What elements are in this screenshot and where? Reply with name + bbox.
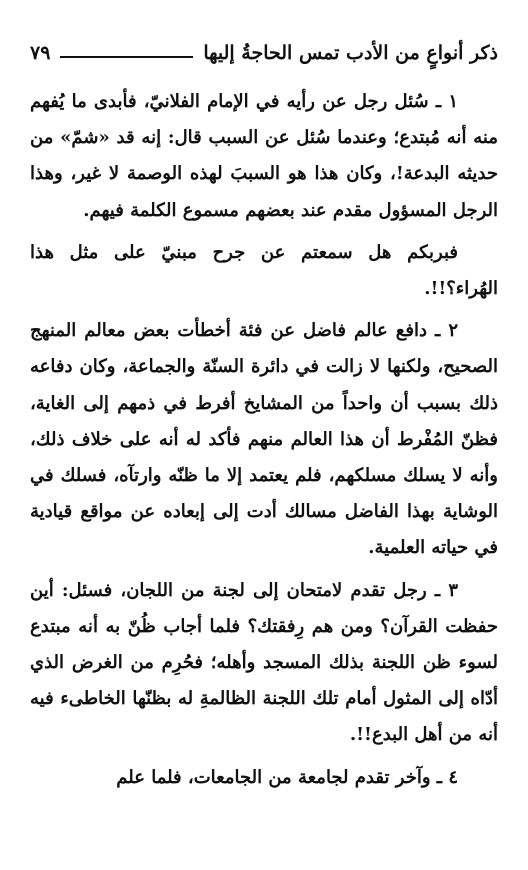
running-header bbox=[30, 38, 498, 68]
page-number: ٧٩ bbox=[30, 42, 51, 64]
header-rule bbox=[60, 56, 193, 58]
paragraph-5: ٤ ـ وآخر تقدم لجامعة من الجامعات، فلما علم bbox=[116, 766, 458, 788]
paragraph-1: ١ ـ سُئل رجل عن رأيه في الإمام الفلانيّ، فأبدى ما يُفهم منه أنه مُبتدع؛ وعندما سُئل عن السبب قال: إنه قد «شمّ» من حديثه البدعة!، وكان هذا هو السببَ لهذه الوصمة لا غير، وهذا الرجل المسؤول مقدم عند بعضهم مسموع الكلمة فيهم. bbox=[30, 91, 498, 221]
paragraph-4: ٣ ـ رجل تقدم لامتحان إلى لجنة من اللجان، فسئل: أين حفظت القرآن؟ ومن هم رِفقتك؟ فلما أجاب ظُنّ به أنه مبتدع لسوء ظن اللجنة بذلك المسجد وأهله؛ فحُرِم من الغرض الذي أدّاه إلى المثول أمام تلك اللجنة الظالمةِ له بظنّها الخاطىء فيه أنه من أهل البدع!!. bbox=[30, 579, 498, 746]
paragraph-2: فبربكم هل سمعتم عن جرح مبنيّ على مثل هذا الهُراء؟!!. bbox=[30, 241, 498, 300]
header-title: ذكر أنواعٍ من الأدب تمس الحاجةُ إليها bbox=[203, 42, 498, 64]
page-body bbox=[30, 84, 498, 802]
paragraph-3: ٢ ـ دافع عالم فاضل عن فئة أخطأت بعض معالم المنهج الصحيح، ولكنها لا زالت في دائرة السنّة والجماعة، وكان دفاعه ذلك بسبب أن واحداً من المشايخ أفرط في ذمهم إلى الغاية، فظنّ المُفْرط أن هذا العالم منهم فأكد له أنه على خلاف ذلك، وأنه لا يسلك مسلكهم، فلم يعتمد إلا ما ظنّه وارتآه، فسلك في الوشاية بهذا الفاضل مسالك أدت إلى إبعاده عن مواقع قيادية في حياته العلمية. bbox=[30, 320, 498, 559]
